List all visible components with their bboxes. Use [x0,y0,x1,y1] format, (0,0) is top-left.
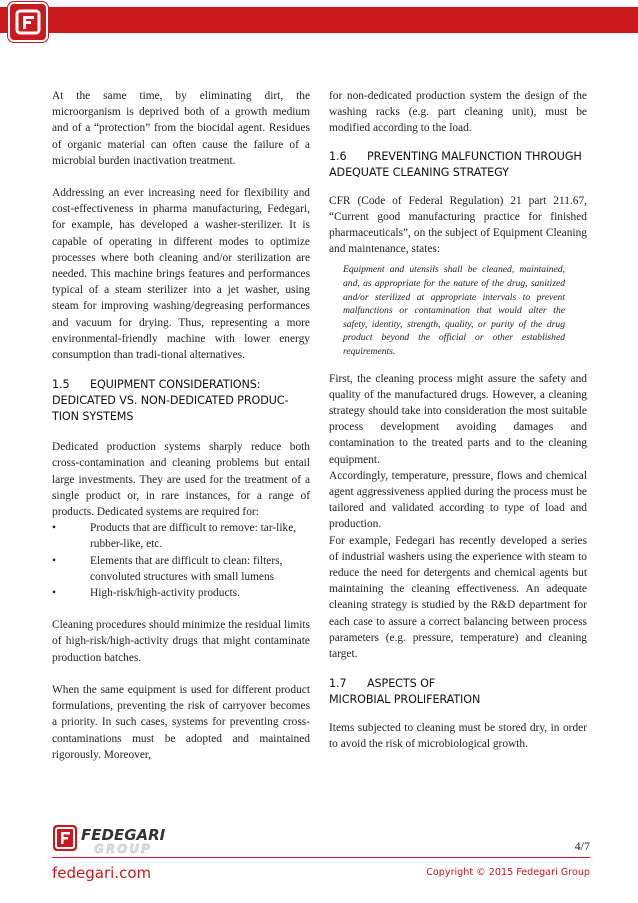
section-title-line2: MICROBIAL PROLIFERATION [329,693,481,707]
paragraph: CFR (Code of Federal Regulation) 21 part 211.67, “Current good manufacturing practice for finished pharmaceuticals”, on the subject of Equipment Cleaning and maintenance, states: [329,194,587,256]
list-item [52,585,310,601]
section-title: EQUIPMENT CONSIDERATIONS: DEDICATED VS. NON-DEDICATED PRODUC-TION SYSTEMS [52,378,289,424]
logo-word: FEDEGARI [81,826,166,844]
section-heading-1-5 [52,377,310,425]
footer-divider [52,857,590,858]
header-bar [0,0,638,44]
section-heading-1-6 [329,149,587,181]
right-column [329,88,587,753]
fedegari-f-logo-icon [8,2,48,42]
section-title: PREVENTING MALFUNCTION THROUGH ADEQUATE CLEANING STRATEGY [329,149,582,179]
section-number: 1.7 [329,677,347,691]
section-title: ASPECTS OF [367,677,436,691]
bullet-marker: • [52,554,56,567]
bullet-marker: • [52,522,56,535]
bullet-text: High-risk/high-activity products. [90,587,240,600]
section-number: 1.6 [329,149,347,163]
paragraph: Cleaning procedures should minimize the residual limits of high-risk/high-activity drugs that might contaminate production batches. [52,619,310,664]
logo-sub: GROUP [94,842,152,855]
copyright-text: Copyright © 2015 Fedegari Group [426,867,590,878]
paragraph: For example, Fedegari has recently developed a series of industrial washers using the experience with steam to reduce the need for detergents and chemical agents but maintaining the cleaning effectiveness. An adequate cleaning strategy is studied by the R&D department for each case to assure a correct balancing between process parameters (e.g. pressure, temperature) and cleaning target. [329,534,587,661]
paragraph: Addressing an ever increasing need for flexibility and cost-effectiveness in pharma manufacturing, Fedegari, for example, has developed a washer-sterilizer. It is capable of operating in different modes to optimize processes where both cleaning and/or sterilization are needed. This machine brings features and performances typical of a steam sterilizer into a jet washer, using steam for improving washing/degreasing performances and vacuum for drying. Thus, representing a more environmental-friendly machine with lower energy consumption than tradi-tional alternatives. [52,187,310,362]
bullet-marker: • [52,587,56,600]
fedegari-f-logo-icon [53,825,77,851]
paragraph: Dedicated production systems sharply reduce both cross-contamination and cleaning problems but entail large investments. They are used for the treatment of a single product or, in rare instances, for a range of products. Dedicated systems are required for: [52,441,310,519]
list-item [52,520,310,552]
website-link[interactable]: fedegari.com [52,864,152,882]
section-number: 1.5 [52,378,70,392]
paragraph: When the same equipment is used for different product formulations, preventing the risk of carryover becomes a priority. In such cases, systems for preventing cross-contaminations must be adopted and maintained rigorously. Moreover, [52,683,310,761]
page-number: 4/7 [574,839,590,853]
paragraph: Accordingly, temperature, pressure, flows and chemical agent aggressiveness applied during the process must be tailored and validated according to type of load and production. [329,469,587,531]
fedegari-group-logo [52,823,172,855]
section-heading-1-7 [329,676,587,708]
bullet-text: Products that are difficult to remove: tar-like, rubber-like, etc. [90,522,297,551]
regulation-quote: Equipment and utensils shall be cleaned, maintained, and, as appropriate for the nature of the drug, sanitized and/or sterilized at appropriate intervals to prevent malfunctions or contamination that would alter the safety, identity, strength, quality, or purity of the drug product beyond the official or other established requirements. [343,264,565,357]
paragraph: for non-dedicated production system the design of the washing racks (e.g. part cleaning unit), must be modified according to the load. [329,90,587,135]
paragraph: At the same time, by eliminating dirt, the microorganism is deprived both of a growth medium and of a “protection” from the biocidal agent. Residues of organic material can often cause the failure of a microbial burden inactivation treatment. [52,90,310,167]
paragraph: Items subjected to cleaning must be stored dry, in order to avoid the risk of microbiological growth. [329,722,587,751]
left-column [52,88,310,763]
list-item [52,553,310,585]
paragraph: First, the cleaning process might assure the safety and quality of the manufactured drugs. However, a cleaning strategy should take into consideration the most suitable process development avoiding damages and contamination to the treated parts and to the cleaning equipment. [329,372,587,466]
header-stripe [0,7,638,33]
bullet-text: Elements that are difficult to clean: filters, convoluted structures with small lumens [90,554,283,583]
